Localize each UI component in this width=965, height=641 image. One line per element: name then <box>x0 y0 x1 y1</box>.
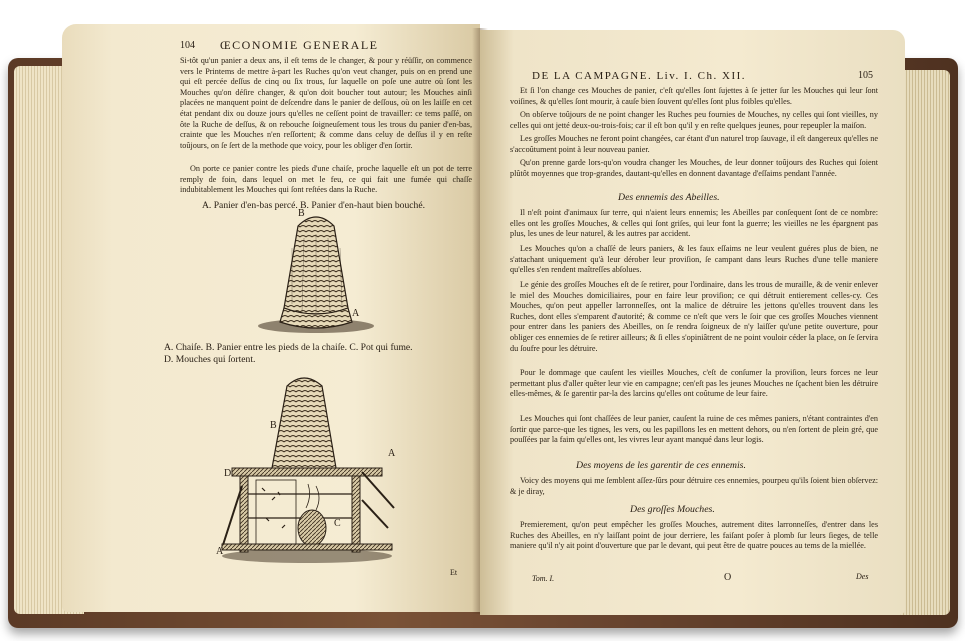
left-catchword: Et <box>450 568 458 577</box>
right-paragraph-3: Les groſſes Mouches ne feront point changées, car étant d'un naturel trop ſauvage, il eſt dangereux qu'elles ne s'accoûtument point à leur nouveau panier. <box>510 134 878 154</box>
figure-2-label-a-top: A <box>388 448 396 459</box>
right-signature: Tom. I. <box>532 574 555 583</box>
left-page <box>62 24 480 612</box>
right-signature-mark: O <box>724 572 732 583</box>
right-paragraph-4: Qu'on prenne garde lors-qu'on voudra changer les Mouches, de leur donner toûjours des Ruches qui ſoient plûtôt moyennes que trop-grandes, dautant-qu'elles en donnent davantage d'eſſaims pendant l'année. <box>510 158 878 178</box>
right-running-head: DE LA CAMPAGNE. Liv. I. Ch. XII. <box>532 70 747 82</box>
figure-2-chair-illustration <box>212 368 402 568</box>
right-paragraph-10: Voicy des moyens qui me ſemblent aſſez-ſûrs pour détruire ces ennemies, pourpeu qu'ils ſoient bien obſervez: & je diray, <box>510 476 878 496</box>
figure-1-label-a: A <box>352 308 360 319</box>
section-title-means: Des moyens de les garentir de ces ennemis. <box>576 460 746 471</box>
beehive-engraving-2 <box>212 368 402 568</box>
figure-2-label-b: B <box>270 420 277 431</box>
right-paragraph-9: Les Mouches qui ſont chaſſées de leur panier, cauſent la ruine de ces mêmes paniers, n'étant contraintes d'en ſortir que parce-que les tignes, les vers, ou les papillons les en mettent dehors, ou n'en ſortent de plein gré, que pouſſées par la faim qu'elles ont, les vivres leur ayant manqué dans leur logis. <box>510 414 878 445</box>
figure-2-caption-line-2: D. Mouches qui ſortent. <box>164 354 256 365</box>
right-paragraph-8: Pour le dommage que cauſent les vieilles Mouches, c'eſt de conſumer la proviſion, leurs forces ne leur permettant plus d'aller quêter leur vie en campagne; cen'eſt pas les jeunes Mouches ne ſçachent bien les détruire elles-mêmes, & ſe garentir par-la des larcins qu'elles ont coûtume de leur faire. <box>510 368 878 399</box>
right-page-number: 105 <box>858 70 873 81</box>
right-paragraph-6: Les Mouches qu'on a chaſſé de leurs paniers, & les faux eſſaims ne leur veulent guéres plus de bien, ne s'attachant uniquement qu'à leur dérober leur proviſion, ſe campant dans leurs Ruches d'une telle maniere qu'elles s'en rendent maîtreſſes abſolues. <box>510 244 878 275</box>
right-paragraph-5: Il n'eſt point d'animaux ſur terre, qui n'aient leurs ennemis; les Abeilles par conſequent ſont de ce nombre: elles ont les groſſes Mouches, & celles qui ſont griſes, qui leur font la guerre; les vieilles ne les épargnent pas plus, les unes de leur naturel, & les autres par accident. <box>510 208 878 239</box>
left-running-head: ŒCONOMIE GENERALE <box>220 38 379 52</box>
right-paragraph-2: On obſerve toûjours de ne point changer les Ruches peu fournies de Mouches, ny celles qui ſont vieilles, ny celles qui ont jetté deux-ou-trois-fois; car il eſt bon qu'il y en reſte quelques jeunes, pour repeupler la maiſon. <box>510 110 878 130</box>
figure-1-hive-illustration <box>252 208 382 338</box>
section-title-big-flies: Des groſſes Mouches. <box>630 504 715 515</box>
figure-2-label-c: C <box>334 518 341 529</box>
right-page <box>480 30 905 615</box>
right-paragraph-7: Le génie des groſſes Mouches eſt de ſe retirer, pour l'ordinaire, dans les trous de muraille, & de venir enlever le miel des Mouches domiciliaires, pour en faire leur proviſion; ce qui détruit entierement celles-cy. Ces Mouches, qu'on peut appeller larronneſſes, ont la malice de détruire les jettons qu'elles trouvent dans les Ruches, dont elles s'emparent d'autorité; & comme ce n'eſt que vers le ſoir que ces groſſes Mouches viennent pour entrer dans les paniers des Abeilles, on ſe rendra ſoigneux de n'y laiſſer qu'une petite ouverture, pour obliger ces ennemies de ſe retirer ailleurs; & ſi elles s'opiniâtrent de ne point vouloir céder la place, on ſe ſervira du ſoufre pour les détruire. <box>510 280 878 353</box>
figure-1-caption: A. Panier d'en-bas percé. B. Panier d'en-haut bien bouché. <box>202 200 425 211</box>
figure-2-caption-line-1: A. Chaiſe. B. Panier entre les pieds de la chaiſe. C. Pot qui fume. <box>164 342 413 353</box>
figure-2-label-a-bottom: A <box>216 546 224 557</box>
section-title-enemies: Des ennemis des Abeilles. <box>618 192 720 203</box>
right-catchword: Des <box>856 572 869 581</box>
figure-1-label-b: B <box>298 208 305 219</box>
beehive-engraving-1 <box>252 208 382 338</box>
right-paragraph-1: Et ſi l'on change ces Mouches de panier, c'eſt qu'elles ſont ſujettes à ſe jetter ſur les Mouches qui leur ſont voiſines, & qu'elles ſont mourir, à cauſe bien ſouvent qu'elles ſont plus foibles qu'elles. <box>510 86 878 106</box>
left-page-number: 104 <box>180 40 195 51</box>
left-paragraph-1: Si-tôt qu'un panier a deux ans, il eſt tems de le changer, & pour y réüſſir, on commence vers le Printems de mettre à-part les Ruches qu'on veut changer, puis on en prend une qui eſt percée deſſus de cinq ou ſix trous, ſur laquelle on poſe une autre où ſont les Mouches qu'on déſire changer, & qu'on doit boucher tout autour; les Mouches ainſi placées ne manquent point de deſcendre dans le panier de deſſous, où on les laiſſe en cet état pendant dix ou douze jours qu'elles ne ceſſent point de travailler: ce tems paſſé, on ôte la Ruche de deſſus, & on rebouche ſoigneuſement tous les trous du panier d'en-bas, crainte que les Mouches n'en reſſortent; & comme dans celuy de deſſus il y en reſte toûjours, on ſe ſert de la methode que voicy, pour les obliger d'en ſortir. <box>180 56 472 150</box>
figure-2-label-d: D <box>224 468 232 479</box>
right-paragraph-11: Premierement, qu'on peut empêcher les groſſes Mouches, autrement dites larronneſſes, d'entrer dans les Ruches des Abeilles, en n'y laiſſant point de jour derriere, les faiſant poſer à plomb ſur leurs ſieges, de telle maniere qu'il n'y ait point d'ouverture que par le devant, qui peut être de quatre pouces au tems de la miellée. <box>510 520 878 551</box>
right-page-edges <box>898 70 950 615</box>
left-paragraph-2: On porte ce panier contre les pieds d'une chaiſe, proche laquelle eſt un pot de terre remply de foin, dans lequel on met le feu, ce qui fait une fumée qui chaſſe indubitablement les Mouches qui ſont reſtées dans la Ruche. <box>180 164 472 195</box>
